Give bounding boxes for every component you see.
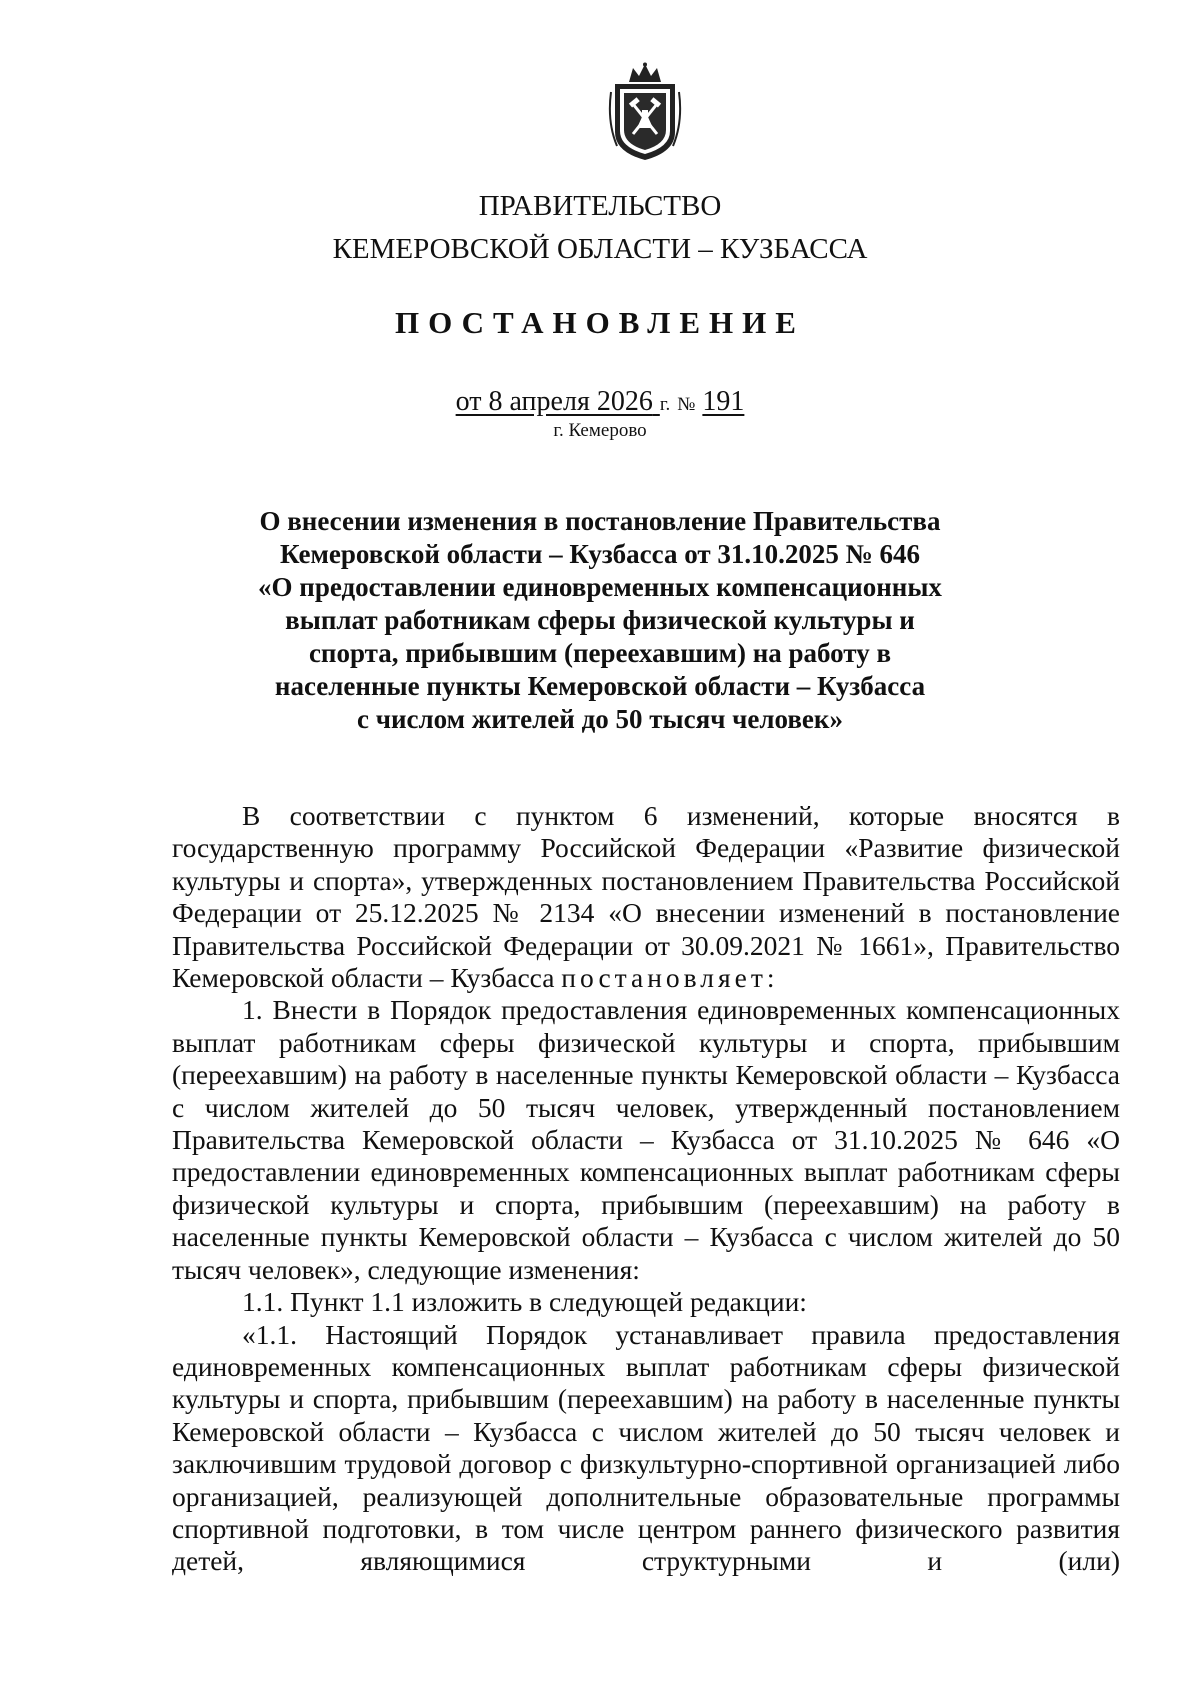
title-line: с числом жителей до 50 тысяч человек» <box>357 704 843 734</box>
resolves-keyword: постановляет: <box>561 962 779 994</box>
document-body <box>172 800 1120 1578</box>
paragraph-preamble <box>172 800 1120 994</box>
number-sign: № <box>677 394 696 415</box>
kuzbass-coat-of-arms-icon <box>607 62 683 162</box>
date-prefix: от <box>455 386 482 417</box>
organization-name-line2: КЕМЕРОВСКОЙ ОБЛАСТИ – КУЗБАССА <box>332 233 868 265</box>
title-line: выплат работникам сферы физической культуры и <box>285 605 915 635</box>
date-number-line <box>0 386 1200 418</box>
paragraph-new-wording: «1.1. Настоящий Порядок устанавливает правила предоставления единовременных компенсационных выплат работникам сферы физической культуры и спорта, прибывшим (переехавшим) на работу в населенные пункты Кемеровской области – Кузбасса с числом жителей до 50 тысяч человек и заключившим трудовой договор с физкультурно-спортивной организацией либо организацией, реализующей дополнительные образовательные программы спортивной подготовки, в том числе центром раннего физического развития детей, являющимися структурными и (или) <box>172 1318 1120 1577</box>
title-line: О внесении изменения в постановление Правительства <box>259 506 941 536</box>
city: г. Кемерово <box>553 420 647 441</box>
title-line: «О предоставлении единовременных компенсационных <box>258 572 942 602</box>
organization-name-line1: ПРАВИТЕЛЬСТВО <box>478 190 722 222</box>
paragraph-item-1: 1. Внести в Порядок предоставления единовременных компенсационных выплат работникам сферы физической культуры и спорта, прибывшим (переехавшим) на работу в населенные пункты Кемеровской области – Кузбасса с числом жителей до 50 тысяч человек, утвержденный постановлением Правительства Кемеровской области – Кузбасса от 31.10.2025 № 646 «О предоставлении единовременных компенсационных выплат работникам сферы физической культуры и спорта, прибывшим (переехавшим) на работу в населенные пункты Кемеровской области – Кузбасса с числом жителей до 50 тысяч человек», следующие изменения: <box>172 994 1120 1285</box>
preamble-text: В соответствии с пунктом 6 изменений, которые вносятся в государственную программу Российской Федерации «Развитие физической культуры и спорта», утвержденных постановлением Правительства Российской Федерации от 25.12.2025 № 2134 «О внесении изменений в постановление Правительства Российской Федерации от 30.09.2021 № 1661», Правительство Кемеровской области – Кузбасса <box>172 800 1120 994</box>
paragraph-item-1-1: 1.1. Пункт 1.1 изложить в следующей редакции: <box>242 1286 807 1318</box>
title-line: населенные пункты Кемеровской области – Кузбасса <box>274 671 926 701</box>
year-suffix: г. <box>659 394 671 415</box>
document-type: ПОСТАНОВЛЕНИЕ <box>395 305 805 340</box>
document-number: 191 <box>702 386 745 417</box>
document-title <box>0 505 1200 736</box>
title-line: спорта, прибывшим (переехавшим) на работу в <box>308 638 892 668</box>
document-date: 8 апреля 2026 <box>488 386 653 417</box>
title-line: Кемеровской области – Кузбасса от 31.10.2025 № 646 <box>279 539 921 569</box>
